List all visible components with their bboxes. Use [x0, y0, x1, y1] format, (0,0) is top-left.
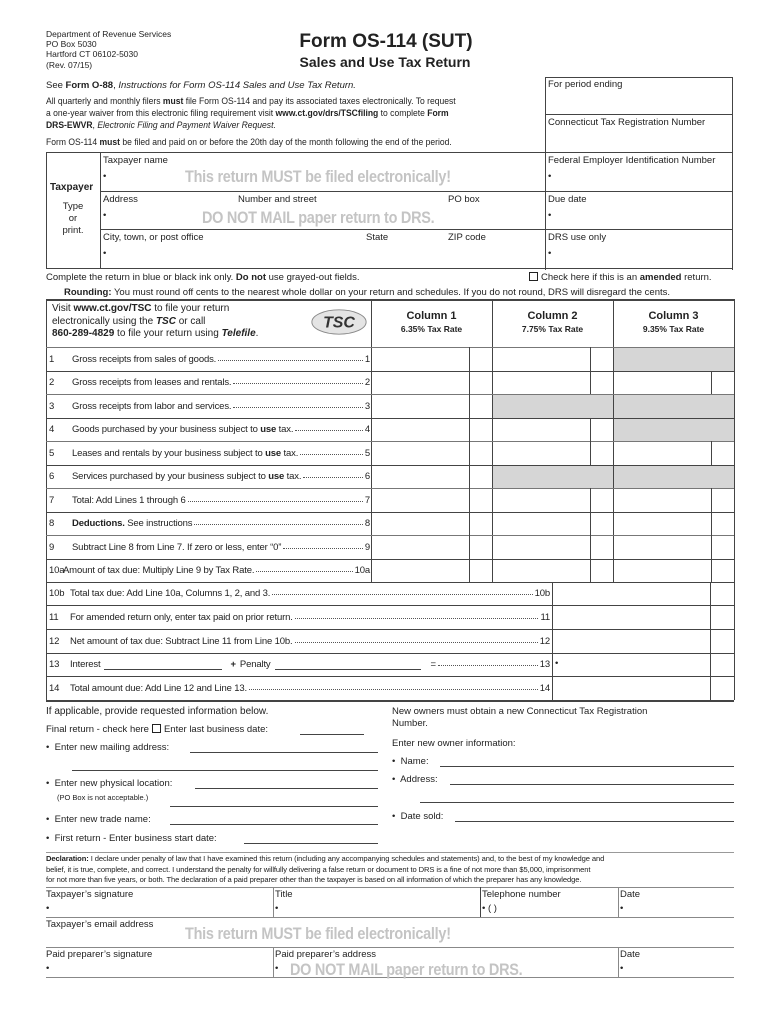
line-10a-column-3-cents[interactable] — [712, 560, 733, 582]
due-notice: Form OS-114 must be filed and paid on or before the 20th day of the month following the end of the period. — [46, 137, 452, 148]
taxpayer-signature-field[interactable]: • — [46, 903, 50, 914]
line-label-text: Gross receipts from sales of goods. — [72, 353, 217, 365]
dot-leader — [303, 472, 362, 478]
owner-address-input-2[interactable] — [420, 793, 734, 803]
line-item-10a — [46, 559, 370, 582]
line-10a-column-3-dollars[interactable] — [614, 560, 711, 582]
line-3-column-1-dollars[interactable] — [372, 395, 469, 418]
line-3-column-1-cents[interactable] — [470, 395, 491, 418]
taxpayer-name-label: Taxpayer name — [103, 155, 168, 166]
dot-leader — [295, 425, 362, 431]
line-label-text: tax. — [281, 447, 299, 459]
trade-name-input[interactable] — [170, 815, 378, 825]
line-label — [72, 542, 281, 553]
line-number: 11 — [49, 611, 59, 623]
line-number: 4 — [49, 424, 55, 435]
line-label-text: Goods purchased by your business subject to — [72, 424, 261, 435]
grayed-out-cell — [614, 419, 734, 441]
line-label-bold: use — [260, 424, 277, 435]
tsc-logo — [310, 305, 368, 339]
line-13-bullet: • — [555, 658, 559, 669]
physical-location-input-2[interactable] — [170, 797, 378, 807]
line-item-11 — [46, 605, 550, 629]
line-reference: 3 — [364, 400, 370, 412]
line-5-column-2-dollars[interactable] — [493, 442, 590, 465]
line-2-column-2-cents[interactable] — [591, 372, 612, 394]
dot-leader — [300, 449, 363, 455]
final-return-checkbox[interactable] — [152, 724, 161, 733]
dot-leader — [233, 402, 362, 408]
address-label: Address — [103, 194, 138, 205]
telephone-field[interactable]: • ( ) — [482, 903, 497, 914]
owner-info-heading: Enter new owner information: — [392, 738, 516, 749]
date-sold-label: • Date sold: — [392, 811, 444, 822]
column-2-title: Column 2 — [527, 310, 578, 322]
line-label: For amended return only, enter tax paid on prior return. — [70, 611, 293, 623]
line-12-amount[interactable] — [553, 630, 709, 653]
line-1-column-2-cents[interactable] — [591, 348, 612, 371]
line-number: 6 — [49, 471, 55, 482]
line-label — [72, 354, 216, 365]
line-label — [72, 495, 186, 506]
line-7-column-3-cents[interactable] — [712, 489, 733, 512]
dot-leader — [295, 613, 539, 619]
line-item-4 — [46, 418, 370, 441]
fein-label: Federal Employer Identification Number — [548, 155, 716, 166]
final-return-row: Final return - check here Enter last business date: — [46, 724, 269, 735]
watermark-electronic: This return MUST be filed electronically! — [185, 167, 451, 186]
line-9-column-2-dollars[interactable] — [493, 536, 590, 559]
email-label: Taxpayer’s email address — [46, 919, 154, 930]
preparer-address-field[interactable]: • — [275, 963, 279, 974]
line-9-column-1-cents[interactable] — [470, 536, 491, 559]
equals-sign: = — [430, 659, 436, 670]
drs-use-field: • — [548, 248, 552, 259]
line-label-text: Gross receipts from leases and rentals. — [72, 377, 232, 388]
line-reference: 14 — [539, 682, 550, 694]
line-5-column-3-cents[interactable] — [712, 442, 733, 465]
due-date-field[interactable]: • — [548, 210, 552, 221]
city-label: City, town, or post office — [103, 232, 204, 243]
line-reference: 12 — [539, 635, 550, 647]
line-9-column-2-cents[interactable] — [591, 536, 612, 559]
line-number: 13 — [49, 659, 60, 670]
electronic-filing-notice: All quarterly and monthly filers must file Form OS-114 and pay its associated taxes electronically. To request a one-year waiver from this electronic filing requirement visit www.ct.gov/drs/TSCfiling to complete Form DRS-EWVR, Electronic Filing and Payment Waiver Request. — [46, 96, 456, 131]
line-reference: 5 — [364, 447, 370, 459]
agency-pobox: PO Box 5030 — [46, 39, 97, 49]
line-1-column-1-cents[interactable] — [470, 348, 491, 371]
line-4-column-1-dollars[interactable] — [372, 419, 469, 441]
line-label — [72, 471, 301, 482]
amended-checkbox-row[interactable]: Check here if this is an amended return. — [526, 272, 712, 283]
line-number: 14 — [49, 682, 60, 694]
trade-name-label: • Enter new trade name: — [46, 814, 151, 825]
declaration: Declaration: I declare under penalty of law that I have examined this return (including any accompanying schedules and statements) and, to the best of my knowledge and belief, it is true, complete, and correct. I understand the penalty for willfully delivering a false return or document to DRS is a fine of not more than $5,000, imprisonment for not more than five years, or both. The declaration of a paid preparer other than the taxpayer is based on all information of which the preparer has any knowledge. — [46, 854, 605, 884]
line-2-column-1-dollars[interactable] — [372, 372, 469, 394]
line-reference: 11 — [540, 611, 550, 623]
instructions-ref: See Form O-88, Instructions for Form OS-114 Sales and Use Tax Return. — [46, 80, 356, 91]
line-label — [72, 448, 298, 459]
line-item-2 — [46, 371, 370, 394]
line-label-bold: use — [265, 447, 282, 459]
dot-leader — [283, 543, 363, 549]
line-8-column-2-cents[interactable] — [591, 513, 612, 535]
line-5-column-1-dollars[interactable] — [372, 442, 469, 465]
line-6-column-1-dollars[interactable] — [372, 466, 469, 488]
line-4-column-2-dollars[interactable] — [493, 419, 590, 441]
last-business-date-input[interactable] — [300, 725, 364, 735]
page-title: Form OS-114 (SUT) — [299, 31, 473, 52]
owner-address-input[interactable] — [450, 775, 734, 785]
line-8-column-3-dollars[interactable] — [614, 513, 711, 535]
line-label — [63, 565, 254, 576]
type-or-print: Type or print. — [62, 201, 84, 236]
street-label: Number and street — [238, 194, 317, 205]
mailing-address-input-2[interactable] — [72, 761, 378, 771]
line-number: 1 — [49, 353, 55, 365]
line-item-1 — [46, 347, 370, 371]
line-8-column-2-dollars[interactable] — [493, 513, 590, 535]
line-number: 8 — [49, 518, 55, 529]
line-11-amount[interactable] — [553, 606, 709, 629]
preparer-signature-field[interactable]: • — [46, 963, 50, 974]
line-item-9 — [46, 535, 370, 559]
penalty-input[interactable] — [275, 660, 421, 670]
penalty-label: Penalty — [239, 659, 271, 670]
line-7-column-1-cents[interactable] — [470, 489, 491, 512]
taxpayer-label: Taxpayer — [50, 182, 94, 193]
line-label-bold: use — [268, 471, 285, 482]
fein-field[interactable]: • — [548, 171, 552, 182]
start-date-input[interactable] — [244, 834, 378, 844]
line-9-column-3-dollars[interactable] — [614, 536, 711, 559]
line-label-text: Total: Add Lines 1 through 6 — [72, 494, 186, 506]
line-2-column-2-dollars[interactable] — [493, 372, 590, 394]
dot-leader — [233, 378, 362, 384]
line-2-column-1-cents[interactable] — [470, 372, 491, 394]
line-14-amount[interactable] — [553, 677, 709, 700]
physical-location-input[interactable] — [195, 779, 378, 789]
line-reference: 10b — [534, 588, 550, 599]
line-11-cents[interactable] — [711, 606, 733, 629]
pobox-label: PO box — [448, 194, 480, 205]
line-13-cents[interactable] — [711, 654, 733, 676]
line-item-3 — [46, 394, 370, 418]
line-item-12 — [46, 629, 550, 653]
line-9-column-1-dollars[interactable] — [372, 536, 469, 559]
line-1-column-1-dollars[interactable] — [372, 348, 469, 371]
dot-leader — [249, 684, 538, 690]
date-label: Date — [620, 889, 641, 900]
dot-leader — [438, 660, 538, 666]
line-item-14 — [46, 676, 550, 700]
line-number: 9 — [49, 541, 55, 553]
line-7-column-2-dollars[interactable] — [493, 489, 590, 512]
ink-notice: Complete the return in blue or black ink only. Do not use grayed-out fields. — [46, 272, 360, 283]
watermark-do-not-mail-bottom: DO NOT MAIL paper return to DRS. — [290, 960, 523, 979]
address-field[interactable]: • — [103, 210, 107, 221]
line-reference: 6 — [364, 471, 370, 482]
taxpayer-name-field[interactable]: • — [103, 171, 107, 182]
mailing-address-input[interactable] — [190, 743, 378, 753]
line-10a-column-2-dollars[interactable] — [493, 560, 590, 582]
line-item-5 — [46, 441, 370, 465]
grayed-out-cell — [614, 466, 734, 488]
line-item-7 — [46, 488, 370, 512]
line-5-column-3-dollars[interactable] — [614, 442, 711, 465]
date-field[interactable]: • — [620, 903, 624, 914]
line-10b-amount[interactable] — [553, 583, 709, 605]
line-label-text: Services purchased by your business subject to — [72, 471, 269, 482]
line-reference: 2 — [364, 377, 370, 388]
revision: (Rev. 07/15) — [46, 60, 93, 70]
dot-leader — [218, 355, 363, 361]
line-2-column-3-dollars[interactable] — [614, 372, 711, 394]
grayed-out-cell — [614, 395, 734, 418]
dot-leader — [256, 566, 352, 572]
line-label-text: Subtract Line 8 from Line 7. If zero or less, enter “0” — [72, 541, 282, 553]
agency-city: Hartford CT 06102-5030 — [46, 49, 138, 59]
line-label-text: Leases and rentals by your business subject to — [72, 447, 266, 459]
line-label-text: tax. — [276, 424, 294, 435]
tax-registration-field[interactable]: Connecticut Tax Registration Number — [548, 117, 706, 128]
preparer-address-label: Paid preparer’s address — [275, 949, 377, 960]
line-number: 2 — [49, 377, 55, 388]
line-8-column-1-dollars[interactable] — [372, 513, 469, 535]
preparer-date-label: Date — [620, 949, 641, 960]
line-label: Total tax due: Add Line 10a, Columns 1, 2, and 3. — [70, 588, 271, 599]
line-reference: 9 — [364, 541, 370, 553]
pobox-note: (PO Box is not acceptable.) — [57, 793, 149, 802]
line-7-column-2-cents[interactable] — [591, 489, 612, 512]
interest-input[interactable] — [104, 660, 222, 670]
line-reference: 1 — [364, 353, 370, 365]
line-number: 10b — [49, 588, 65, 599]
line-4-column-2-cents[interactable] — [591, 419, 612, 441]
line-10b-cents[interactable] — [711, 583, 733, 605]
column-3-rate: 9.35% Tax Rate — [642, 324, 705, 334]
line-10a-column-2-cents[interactable] — [591, 560, 612, 582]
start-date-label: • First return - Enter business start date: — [46, 833, 217, 844]
line-reference: 7 — [364, 494, 370, 506]
line-1-column-2-dollars[interactable] — [493, 348, 590, 371]
line-number: 5 — [49, 447, 55, 459]
line-item-6 — [46, 465, 370, 488]
line-10a-column-1-dollars[interactable] — [372, 560, 469, 582]
interest-label: Interest — [70, 659, 101, 670]
zip-label: ZIP code — [448, 232, 486, 243]
taxpayer-signature-label: Taxpayer’s signature — [46, 889, 134, 900]
grayed-out-cell — [493, 466, 613, 488]
dot-leader — [272, 589, 532, 595]
drs-use-label: DRS use only — [548, 232, 607, 243]
physical-location-label: • Enter new physical location: — [46, 778, 173, 789]
title-label: Title — [275, 889, 293, 900]
due-date-label: Due date — [548, 194, 587, 205]
plus-sign: + — [230, 659, 236, 670]
column-3-title: Column 3 — [648, 310, 699, 322]
mailing-address-label: • Enter new mailing address: — [46, 742, 170, 753]
rounding-notice: Rounding: You must round off cents to the nearest whole dollar on your return and schedules. If you do not round, DRS will disregard the cents. — [64, 287, 671, 298]
line-item-13 — [46, 653, 550, 676]
form-o88-link: Form O-88 — [65, 80, 114, 91]
telephone-label: Telephone number — [482, 889, 561, 900]
column-2-rate: 7.75% Tax Rate — [521, 324, 584, 334]
info-heading: If applicable, provide requested information below. — [46, 706, 269, 717]
tsc-notice: Visit www.ct.gov/TSC to file your return electronically using the TSC or call 860-289-4829 to file your return using Telefile. — [52, 303, 259, 339]
line-8-column-3-cents[interactable] — [712, 513, 733, 535]
line-number: 7 — [49, 494, 55, 506]
line-item-10b — [46, 582, 550, 605]
amended-checkbox[interactable] — [529, 272, 538, 281]
line-number: 3 — [49, 400, 55, 412]
date-sold-input[interactable] — [455, 812, 734, 822]
agency-name: Department of Revenue Services — [46, 29, 172, 39]
owner-address-label: • Address: — [392, 774, 438, 785]
line-reference: 13 — [539, 659, 550, 670]
line-10a-column-1-cents[interactable] — [470, 560, 491, 582]
line-5-column-2-cents[interactable] — [591, 442, 612, 465]
page-subtitle: Sales and Use Tax Return — [299, 54, 471, 70]
line-label — [72, 518, 192, 529]
line-label-text: tax. — [284, 471, 302, 482]
preparer-signature-label: Paid preparer’s signature — [46, 949, 153, 960]
line-7-column-1-dollars[interactable] — [372, 489, 469, 512]
line-8-column-1-cents[interactable] — [470, 513, 491, 535]
line-9-column-3-cents[interactable] — [712, 536, 733, 559]
column-1-title: Column 1 — [406, 310, 457, 322]
city-field[interactable]: • — [103, 248, 107, 259]
watermark-electronic-bottom: This return MUST be filed electronically! — [185, 924, 451, 943]
line-7-column-3-dollars[interactable] — [614, 489, 711, 512]
dot-leader — [188, 496, 363, 502]
dot-leader — [194, 519, 362, 525]
preparer-date-field[interactable]: • — [620, 963, 624, 974]
line-item-8 — [46, 512, 370, 535]
line-label-text: Amount of tax due: Multiply Line 9 by Tax Rate. — [63, 565, 255, 576]
line-label-text: See instructions — [124, 518, 193, 529]
line-4-column-1-cents[interactable] — [470, 419, 491, 441]
new-owner-notice: New owners must obtain a new Connecticut Tax Registration Number. — [392, 706, 648, 729]
line-2-column-3-cents[interactable] — [712, 372, 733, 394]
line-14-cents[interactable] — [711, 677, 733, 700]
line-5-column-1-cents[interactable] — [470, 442, 491, 465]
line-reference: 10a — [354, 565, 370, 576]
line-label-text: Gross receipts from labor and services. — [72, 400, 232, 412]
title-field[interactable]: • — [275, 903, 279, 914]
line-number: 12 — [49, 635, 60, 647]
line-label-bold: Deductions. — [72, 518, 125, 529]
line-label — [72, 424, 293, 435]
line-label: Total amount due: Add Line 12 and Line 13. — [70, 682, 247, 694]
line-label — [72, 377, 231, 388]
column-1-rate: 6.35% Tax Rate — [400, 324, 463, 334]
watermark-do-not-mail: DO NOT MAIL paper return to DRS. — [202, 208, 435, 227]
line-reference: 4 — [364, 424, 370, 435]
svg-text:TSC: TSC — [323, 314, 355, 332]
line-13-amount[interactable] — [553, 654, 709, 676]
line-label — [72, 401, 231, 412]
dot-leader — [295, 637, 538, 643]
grayed-out-cell — [614, 348, 734, 371]
grayed-out-cell — [493, 395, 613, 418]
line-12-cents[interactable] — [711, 630, 733, 653]
line-reference: 8 — [364, 518, 370, 529]
line-6-column-1-cents[interactable] — [470, 466, 491, 488]
line-label: Net amount of tax due: Subtract Line 11 from Line 10b. — [70, 635, 293, 647]
period-ending-field[interactable]: For period ending — [548, 79, 623, 90]
state-label: State — [366, 232, 389, 243]
line-number: 10a — [49, 565, 65, 576]
owner-name-input[interactable] — [440, 757, 734, 767]
owner-name-label: • Name: — [392, 756, 429, 767]
